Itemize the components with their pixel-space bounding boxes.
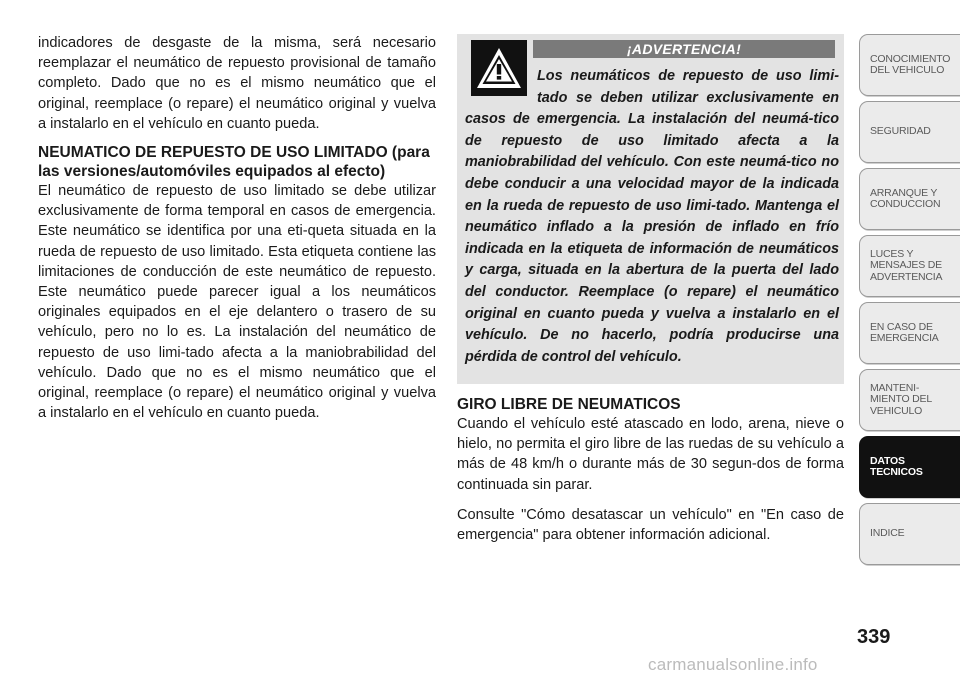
left-column <box>38 33 436 423</box>
tab-luces[interactable] <box>859 235 960 297</box>
section-body: El neumático de repuesto de uso limitado se debe utilizar exclusivamente de forma temporal en casos de emergencia. Este neumático se identifica por una eti-queta situada en la rueda de repuesto de uso limitado. Esta etiqueta contiene las limitaciones de conducción de este neumático de repuesto. Este neumático puede parecer igual a los neumáticos originales equipados en el eje delantero o trasero de su vehículo, pero no lo es. La instalación del neumático de repuesto de uso limi-tado afecta a la maniobrabilidad del vehículo. Dado que no es el mismo neumático que el original, reemplace (o repare) el neumático original y vuelva a instalarlo en el vehículo en cuanto pueda. <box>38 183 436 422</box>
tab-datos-tecnicos[interactable] <box>859 436 960 498</box>
tab-label: MANTENI- MIENTO DEL VEHICULO <box>870 381 932 417</box>
tab-label: EN CASO DE EMERGENCIA <box>870 320 939 344</box>
chapter-tabs <box>859 34 960 570</box>
tab-indice[interactable] <box>859 503 960 565</box>
tab-emergencia[interactable] <box>859 302 960 364</box>
tab-label: LUCES Y MENSAJES DE ADVERTENCIA <box>870 247 943 283</box>
tab-label: INDICE <box>870 527 905 540</box>
spin-paragraph-1: Cuando el vehículo esté atascado en lodo, arena, nieve o hielo, no permita el giro libre de las ruedas de su vehículo a más de 48 km/h o durante más de 30 segun-dos de forma continuada sin parar. <box>457 416 844 493</box>
tab-label: DATOS TECNICOS <box>870 454 923 478</box>
warning-text: Los neumáticos de repuesto de uso limi-tado se deben utilizar exclusivamente en casos de emergencia. La instalación del neumá-tico de repuesto de uso limitado afecta a la maniobrabilidad del vehículo. Con este neumá-tico no debe conducir a una velocidad mayor de la indicada en la rueda de repuesto de uso limi-tado. Mantenga el neumático inflado a la presión de inflado en frío indicada en la etiqueta de información de neumáticos y carga, situada en la abertura de la puerta del lado del conductor. Reemplace (o repare) el neumático original en cuanto pueda y vuelva a instalarlo en el vehículo. De no hacerlo, podría producirse una pérdida de control del vehículo. <box>465 68 839 365</box>
page-number: 339 <box>857 626 891 648</box>
tab-arranque[interactable] <box>859 168 960 230</box>
spin-paragraph-2: Consulte "Cómo desatascar un vehículo" en "En caso de emergencia" para obtener información adicional. <box>457 506 844 544</box>
tab-label: SEGURIDAD <box>870 125 931 138</box>
tab-mantenimiento[interactable] <box>859 369 960 431</box>
right-column <box>457 396 844 545</box>
warning-box <box>457 34 844 384</box>
intro-paragraph: indicadores de desgaste de la misma, será necesario reemplazar el neumático de repuesto provisional de tamaño completo. Dado que no es el mismo neumático que el original, reemplace (o repare) el neumático original y vuelva a instalarlo en el vehículo en cuanto pueda. <box>38 35 436 132</box>
tab-conocimiento[interactable] <box>859 34 960 96</box>
warning-title: ¡ADVERTENCIA! <box>533 40 835 58</box>
section-heading: NEUMATICO DE REPUESTO DE USO LIMITADO (para las versiones/automóviles equipados al efecto) <box>38 144 430 180</box>
watermark: carmanualsonline.info <box>648 655 818 674</box>
spin-heading: GIRO LIBRE DE NEUMATICOS <box>457 396 681 413</box>
tab-seguridad[interactable] <box>859 101 960 163</box>
tab-label: ARRANQUE Y CONDUCCION <box>870 186 941 210</box>
tab-label: CONOCIMIENTO DEL VEHICULO <box>870 52 951 76</box>
